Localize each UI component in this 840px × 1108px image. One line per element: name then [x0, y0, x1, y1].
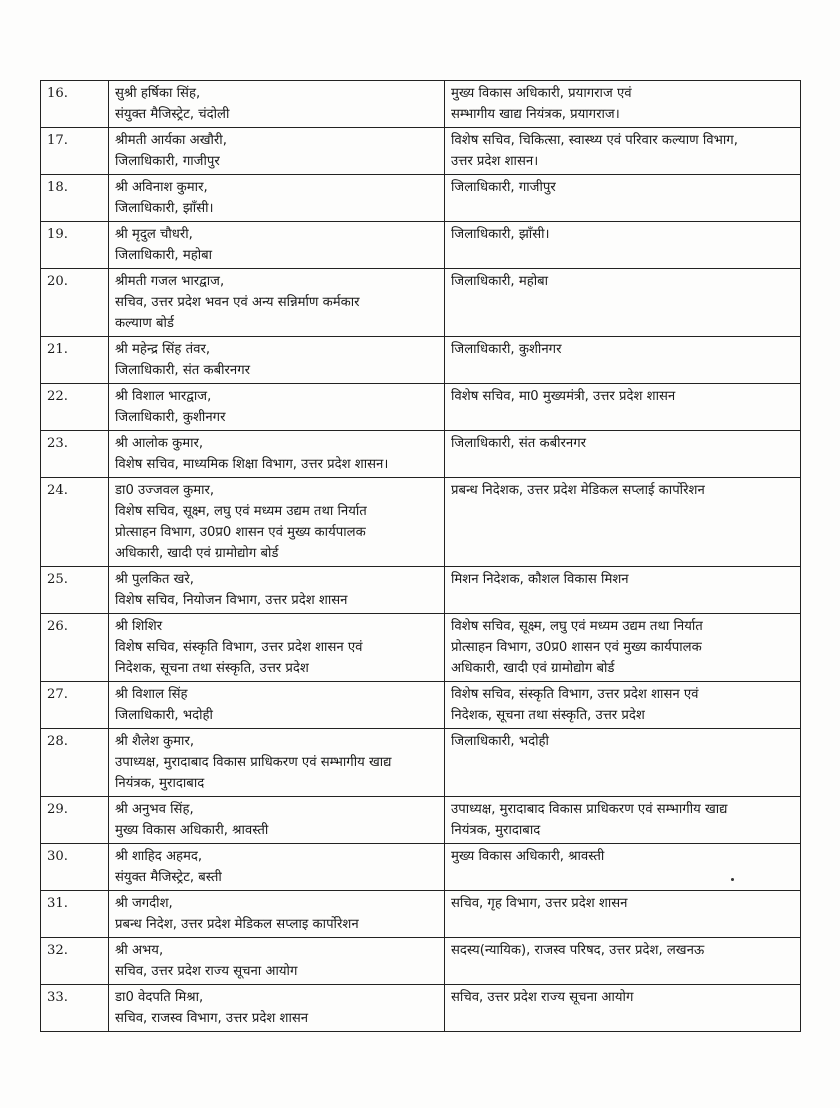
new-posting-line: उपाध्यक्ष, मुरादाबाद विकास प्राधिकरण एवं सम्भागीय खाद्य [451, 802, 728, 817]
current-posting-cell [109, 567, 445, 614]
new-posting-cell [445, 81, 801, 128]
current-posting-cell [109, 938, 445, 985]
new-posting-line: जिलाधिकारी, भदोही [451, 734, 549, 749]
new-posting-line: विशेष सचिव, मा0 मुख्यमंत्री, उत्तर प्रदेश शासन [451, 389, 676, 404]
current-posting-line: श्री विशाल सिंह [115, 687, 188, 702]
current-posting-cell [109, 384, 445, 431]
current-posting-line: जिलाधिकारी, महोबा [115, 248, 213, 263]
current-posting-line: जिलाधिकारी, झाँसी। [115, 201, 214, 216]
new-posting-cell [445, 431, 801, 478]
current-posting-cell [109, 985, 445, 1032]
current-posting-line: जिलाधिकारी, भदोही [115, 708, 213, 723]
new-posting-cell [445, 337, 801, 384]
current-posting-line: सचिव, राजस्व विभाग, उत्तर प्रदेश शासन [115, 1011, 309, 1026]
serial-number: 21. [41, 337, 109, 384]
current-posting-cell [109, 844, 445, 891]
table-row [41, 797, 801, 844]
new-posting-line: जिलाधिकारी, झाँसी। [451, 227, 550, 242]
current-posting-cell [109, 729, 445, 797]
new-posting-cell [445, 729, 801, 797]
current-posting-line: श्री महेन्द्र सिंह तंवर, [115, 342, 211, 357]
table-row [41, 729, 801, 797]
current-posting-line: श्रीमती गजल भारद्वाज, [115, 274, 225, 289]
serial-number: 33. [41, 985, 109, 1032]
current-posting-cell [109, 81, 445, 128]
current-posting-line: उपाध्यक्ष, मुरादाबाद विकास प्राधिकरण एवं सम्भागीय खाद्य [115, 755, 392, 770]
current-posting-line: निदेशक, सूचना तथा संस्कृति, उत्तर प्रदेश [115, 661, 309, 676]
current-posting-line: जिलाधिकारी, गाजीपुर [115, 154, 220, 169]
new-posting-line: जिलाधिकारी, महोबा [451, 274, 549, 289]
new-posting-line: उत्तर प्रदेश शासन। [451, 154, 539, 169]
table-row [41, 431, 801, 478]
new-posting-line: जिलाधिकारी, गाजीपुर [451, 180, 556, 195]
table-row [41, 478, 801, 567]
serial-number: 25. [41, 567, 109, 614]
new-posting-line: विशेष सचिव, चिकित्सा, स्वास्थ्य एवं परिवार कल्याण विभाग, [451, 133, 738, 148]
new-posting-line: विशेष सचिव, संस्कृति विभाग, उत्तर प्रदेश शासन एवं [451, 687, 699, 702]
current-posting-line: सचिव, उत्तर प्रदेश राज्य सूचना आयोग [115, 964, 298, 979]
current-posting-cell [109, 337, 445, 384]
table-row [41, 81, 801, 128]
table-row [41, 938, 801, 985]
current-posting-cell [109, 175, 445, 222]
current-posting-line: श्री अनुभव सिंह, [115, 802, 194, 817]
table-row [41, 985, 801, 1032]
new-posting-cell [445, 222, 801, 269]
serial-number: 32. [41, 938, 109, 985]
new-posting-cell [445, 175, 801, 222]
table-row [41, 384, 801, 431]
new-posting-cell [445, 844, 801, 891]
new-posting-line: निदेशक, सूचना तथा संस्कृति, उत्तर प्रदेश [451, 708, 645, 723]
current-posting-line: श्री शाहिद अहमद, [115, 849, 203, 864]
current-posting-line: प्रबन्ध निदेश, उत्तर प्रदेश मेडिकल सप्लाइ कार्पोरेशन [115, 917, 359, 932]
serial-number: 22. [41, 384, 109, 431]
current-posting-line: विशेष सचिव, सूक्ष्म, लघु एवं मध्यम उद्यम तथा निर्यात [115, 504, 367, 519]
current-posting-line: प्रोत्साहन विभाग, उ0प्र0 शासन एवं मुख्य कार्यपालक [115, 525, 366, 540]
current-posting-line: सचिव, उत्तर प्रदेश भवन एवं अन्य सन्निर्माण कर्मकार [115, 295, 360, 310]
new-posting-line: सचिव, उत्तर प्रदेश राज्य सूचना आयोग [451, 990, 634, 1005]
transfer-table [40, 80, 801, 1032]
table-row [41, 337, 801, 384]
scan-speck [731, 878, 734, 881]
new-posting-cell [445, 269, 801, 337]
current-posting-line: सुश्री हर्षिका सिंह, [115, 86, 201, 101]
new-posting-cell [445, 384, 801, 431]
current-posting-line: विशेष सचिव, संस्कृति विभाग, उत्तर प्रदेश शासन एवं [115, 640, 363, 655]
current-posting-line: विशेष सचिव, माध्यमिक शिक्षा विभाग, उत्तर प्रदेश शासन। [115, 457, 389, 472]
current-posting-line: श्री अभय, [115, 943, 164, 958]
new-posting-line: प्रबन्ध निदेशक, उत्तर प्रदेश मेडिकल सप्लाई कार्पोरेशन [451, 483, 705, 498]
current-posting-line: जिलाधिकारी, संत कबीरनगर [115, 363, 251, 378]
table-row [41, 844, 801, 891]
current-posting-line: श्री अविनाश कुमार, [115, 180, 208, 195]
new-posting-line: मुख्य विकास अधिकारी, श्रावस्ती [451, 849, 605, 864]
table-row [41, 567, 801, 614]
current-posting-cell [109, 269, 445, 337]
serial-number: 17. [41, 128, 109, 175]
current-posting-cell [109, 478, 445, 567]
serial-number: 28. [41, 729, 109, 797]
current-posting-line: श्रीमती आर्यका अखौरी, [115, 133, 227, 148]
serial-number: 30. [41, 844, 109, 891]
current-posting-cell [109, 891, 445, 938]
current-posting-cell [109, 797, 445, 844]
new-posting-line: प्रोत्साहन विभाग, उ0प्र0 शासन एवं मुख्य कार्यपालक [451, 640, 702, 655]
serial-number: 16. [41, 81, 109, 128]
serial-number: 23. [41, 431, 109, 478]
new-posting-cell [445, 682, 801, 729]
new-posting-cell [445, 938, 801, 985]
current-posting-line: डा0 उज्जवल कुमार, [115, 483, 215, 498]
serial-number: 27. [41, 682, 109, 729]
current-posting-line: श्री पुलकित खरे, [115, 572, 195, 587]
serial-number: 26. [41, 614, 109, 682]
new-posting-line: सम्भागीय खाद्य नियंत्रक, प्रयागराज। [451, 107, 620, 122]
new-posting-line: मुख्य विकास अधिकारी, प्रयागराज एवं [451, 86, 632, 101]
current-posting-line: डा0 वेदपति मिश्रा, [115, 990, 204, 1005]
current-posting-cell [109, 128, 445, 175]
new-posting-line: अधिकारी, खादी एवं ग्रामोद्योग बोर्ड [451, 661, 615, 676]
new-posting-line: जिलाधिकारी, कुशीनगर [451, 342, 562, 357]
new-posting-line: जिलाधिकारी, संत कबीरनगर [451, 436, 587, 451]
serial-number: 19. [41, 222, 109, 269]
new-posting-cell [445, 614, 801, 682]
serial-number: 20. [41, 269, 109, 337]
table-row [41, 891, 801, 938]
new-posting-line: विशेष सचिव, सूक्ष्म, लघु एवं मध्यम उद्यम तथा निर्यात [451, 619, 703, 634]
current-posting-line: संयुक्त मैजिस्ट्रेट, चंदोली [115, 107, 230, 122]
serial-number: 29. [41, 797, 109, 844]
serial-number: 31. [41, 891, 109, 938]
new-posting-line: नियंत्रक, मुरादाबाद [451, 823, 541, 838]
table-row [41, 614, 801, 682]
table-row [41, 128, 801, 175]
table-row [41, 682, 801, 729]
current-posting-line: श्री जगदीश, [115, 896, 173, 911]
current-posting-cell [109, 614, 445, 682]
new-posting-cell [445, 985, 801, 1032]
current-posting-cell [109, 222, 445, 269]
current-posting-line: श्री शिशिर [115, 619, 163, 634]
new-posting-cell [445, 567, 801, 614]
new-posting-cell [445, 478, 801, 567]
new-posting-cell [445, 891, 801, 938]
current-posting-cell [109, 682, 445, 729]
new-posting-cell [445, 128, 801, 175]
current-posting-line: कल्याण बोर्ड [115, 316, 174, 331]
transfer-table-body [41, 81, 801, 1032]
current-posting-line: श्री विशाल भारद्वाज, [115, 389, 212, 404]
current-posting-line: मुख्य विकास अधिकारी, श्रावस्ती [115, 823, 269, 838]
current-posting-line: अधिकारी, खादी एवं ग्रामोद्योग बोर्ड [115, 546, 279, 561]
current-posting-line: श्री शैलेश कुमार, [115, 734, 195, 749]
current-posting-line: नियंत्रक, मुरादाबाद [115, 776, 205, 791]
serial-number: 18. [41, 175, 109, 222]
current-posting-line: जिलाधिकारी, कुशीनगर [115, 410, 226, 425]
current-posting-cell [109, 431, 445, 478]
new-posting-cell [445, 797, 801, 844]
current-posting-line: विशेष सचिव, नियोजन विभाग, उत्तर प्रदेश शासन [115, 593, 348, 608]
table-row [41, 222, 801, 269]
current-posting-line: संयुक्त मैजिस्ट्रेट, बस्ती [115, 870, 222, 885]
new-posting-line: सदस्य(न्यायिक), राजस्व परिषद, उत्तर प्रदेश, लखनऊ [451, 943, 705, 958]
new-posting-line: सचिव, गृह विभाग, उत्तर प्रदेश शासन [451, 896, 628, 911]
current-posting-line: श्री आलोक कुमार, [115, 436, 204, 451]
current-posting-line: श्री मृदुल चौधरी, [115, 227, 193, 242]
table-row [41, 175, 801, 222]
table-row [41, 269, 801, 337]
serial-number: 24. [41, 478, 109, 567]
new-posting-line: मिशन निदेशक, कौशल विकास मिशन [451, 572, 629, 587]
